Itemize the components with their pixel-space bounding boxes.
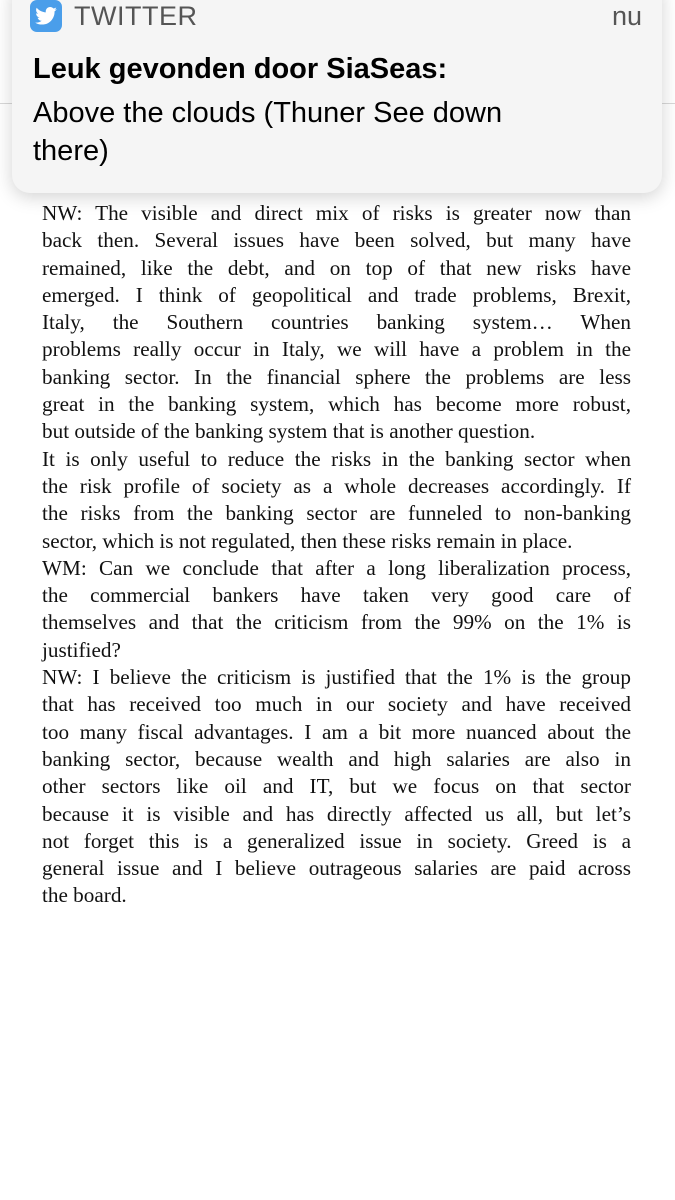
twitter-bird-icon — [30, 0, 62, 32]
document-text — [42, 200, 631, 910]
text-line: emerged. I think of geopolitical and trade problems, Brexit, — [42, 282, 631, 307]
text-line: the risks from the banking sector are funneled to non-banking — [42, 501, 631, 526]
text-line: NW: The visible and direct mix of risks is greater now than — [42, 201, 631, 225]
text-line: general issue and I believe outrageous salaries are paid across — [42, 856, 631, 881]
text-line: that has received too much in our society and have received — [42, 692, 631, 717]
text-line: great in the banking system, which has become more robust, — [42, 392, 631, 417]
notification-body: Above the clouds (Thuner See down there) — [33, 97, 503, 167]
text-line: It is only useful to reduce the risks in the banking sector when — [42, 446, 631, 471]
push-notification[interactable] — [12, 0, 662, 193]
text-line: NW: I believe the criticism is justified that the 1% is the group — [42, 665, 631, 690]
paragraph — [42, 446, 631, 555]
paragraph — [42, 200, 631, 446]
text-line: sector, which is not regulated, then these risks remain in place. — [42, 528, 573, 553]
text-line: WM: Can we conclude that after a long liberalization process, — [42, 555, 631, 580]
text-line: but outside of the banking system that is another question. — [42, 419, 536, 444]
text-line: the board. — [42, 883, 127, 908]
notification-time: nu — [611, 0, 642, 31]
paragraph — [42, 555, 631, 664]
text-line: back then. Several issues have been solved, but many have — [42, 228, 631, 253]
text-line: the risk profile of society as a whole decreases accordingly. If — [42, 473, 631, 498]
text-line: themselves and that the criticism from the 99% on the 1% is — [42, 610, 631, 635]
text-line: too many fiscal advantages. I am a bit more nuanced about the — [42, 719, 631, 744]
notification-header — [30, 0, 642, 32]
notification-app-name: TWITTER — [74, 0, 198, 31]
paragraph — [42, 664, 631, 910]
text-line: other sectors like oil and IT, but we focus on that sector — [42, 774, 631, 799]
text-line: the commercial bankers have taken very good care of — [42, 583, 631, 608]
text-line: remained, like the debt, and on top of that new risks have — [42, 255, 631, 280]
text-line: not forget this is a generalized issue in society. Greed is a — [42, 828, 631, 853]
text-line: because it is visible and has directly affected us all, but let’s — [42, 801, 631, 826]
notification-title: Leuk gevonden door SiaSeas: — [33, 53, 448, 85]
text-line: banking sector. In the financial sphere the problems are less — [42, 364, 631, 389]
text-line: problems really occur in Italy, we will have a problem in the — [42, 337, 631, 362]
text-line: justified? — [42, 637, 121, 662]
text-line: banking sector, because wealth and high salaries are also in — [42, 746, 631, 771]
text-line: Italy, the Southern countries banking system… When — [42, 310, 631, 335]
